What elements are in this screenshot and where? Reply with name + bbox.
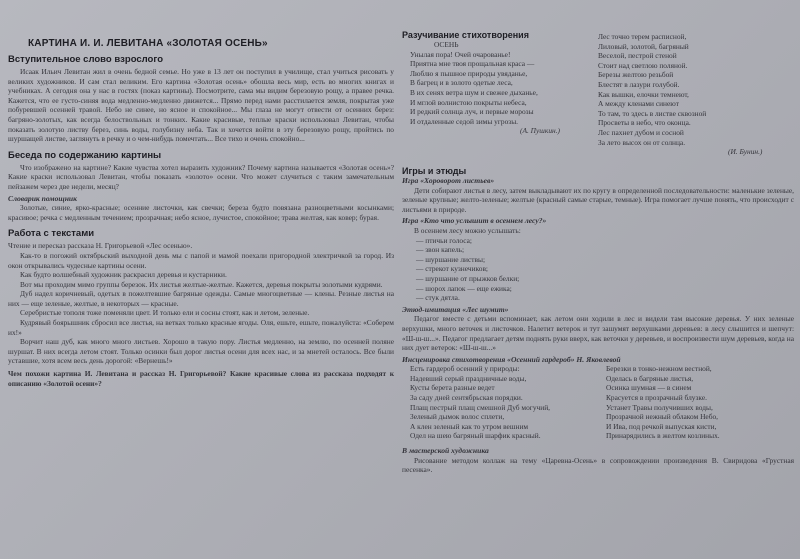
texts-heading: Работа с текстами (8, 228, 95, 240)
poem-author: (И. Бунин.) (728, 147, 763, 157)
help-text: Золотые, синие, ярко-красные; осенние листочки, как свечки; береза будто повязана разноцветными косынками; красивое; речка с медленным течением; прозрачная; небо ясное, лучистое, спокойное; трава желтая, как ковер; бурая. (8, 203, 394, 222)
left-column (8, 54, 394, 388)
poem-line: Лес пахнет дубом и сосной (598, 127, 684, 137)
poem-line: Надевший серый праздничные воды, (410, 373, 527, 383)
poem-line: Плащ пестрый плащ смешной Дуб могучий, (410, 402, 550, 412)
poem-heading: Разучивание стихотворения (402, 30, 529, 40)
insc-left (410, 364, 550, 441)
sounds-list (416, 236, 794, 303)
talk-heading: Беседа по содержанию картины (8, 149, 162, 161)
poem-author: (А. Пушкин.) (520, 126, 560, 136)
poem-line: Люблю я пышное природы увяданье, (410, 68, 528, 78)
help-label: Словарик помощник (8, 193, 78, 203)
poem-line: Есть гардероб осенний у природы: (410, 364, 520, 374)
closing-question: Чем похожи картина И. Левитана и рассказ Н. Григорьевой? Какие красивые слова из рассказа подходят к описанию «Золотой осени»? (8, 369, 394, 388)
poem-line: Веселой, пестрой стеной (598, 51, 677, 61)
poem-line: За лето высох он от солнца. (598, 137, 686, 147)
story-paragraph: Как-то в погожий октябрьский выходной день мы с папой и мамой поехали пригородной электричкой за город. Из окон открывались чудесные картины осени. (8, 250, 394, 270)
poem-line: А клен зеленый как то утром вешним (410, 421, 529, 431)
poem-line: И мглой волнистою покрыты небеса, (410, 97, 527, 107)
reading-label: Чтение и пересказ рассказа Н. Григорьевой «Лес осенью». (8, 241, 193, 251)
list-item: — звон капель; (416, 245, 465, 255)
list-item: — стук дятла. (416, 293, 460, 303)
poem-line: За саду дней сентябрьская порядки. (410, 393, 523, 403)
poem-line: Прозрачной нежный облаком Небо, (606, 412, 719, 422)
game1-label: Игра «Хороворот листьев» (402, 176, 495, 185)
poem-line: И редкий солнца луч, и первые морозы (410, 107, 534, 117)
poem-line: Унылая пора! Очей очарованье! (410, 49, 511, 59)
talk-text: Что изображено на картине? Какие чувства хотел выразить художник? Почему картина называется «Золотая осень»? Какие краски использовал Левитан, чтобы показать «золото» осени. Что может случиться с таким замечательным пейзажем через две недели, месяц? (8, 162, 394, 191)
list-item: — стрекот кузнечиков; (416, 264, 488, 274)
poem-line: То там, то здесь в листве сквозной (598, 108, 707, 118)
poem-line: Стоит над светлою поляной. (598, 60, 688, 70)
story-paragraph: Кудрявый боярышник сбросил все листья, на ветках только красные ягоды. Оля, ешьте, ешьте, пожалуйста: «Соберем их!» (8, 318, 394, 337)
poem-line: Как вышки, елочки темнеют, (598, 89, 689, 99)
insc-label: Инсценировка стихотворения «Осенний гардероб» Н. Яковлевой (402, 354, 621, 364)
poem-line: Блестят в лазури голубой. (598, 79, 680, 89)
poem-line: Красуется в прозрачный блузке. (606, 393, 707, 403)
poem-line: Зеленый дымок волос сплети, (410, 412, 505, 422)
poem-line: Принарядились в желтом козлиных. (606, 431, 720, 441)
intro-heading: Вступительное слово взрослого (8, 54, 163, 65)
poem-line: Кусты берета разные ведет (410, 383, 495, 393)
etude-text: Педагог вместе с детьми вспоминает, как летом они ходили в лес и видели там высокие деревья. У них зеленые верхушки, много веточек и листочков. Налетит ветерок и тут зашумят верхушками деревьев: в лесу слышится и шепчут: «Ш-ш-ш...». Педагог предлагает детям поднять руки вверх, как веточки у деревьев, и воспроизвести шум деревьев, когда на них дует ветерок: «Ш-ш-ш...» (402, 314, 794, 353)
poem-line: Оделась в багряные листья, (606, 373, 694, 383)
games-heading: Игры и этюды (402, 166, 467, 176)
game1-text: Дети собирают листья в лесу, затем выкладывают их по кругу в определенной последовательности: маленькие зеленые, зеленые крупные; желто-зеленые; желтые (красный самые старые, темные). Игра помогает лучше понять, что происходит с листьями в природе. (402, 185, 794, 214)
poem-line: Просветы в небо, что оконца. (598, 118, 691, 128)
story-paragraph: Серебристые тополя тоже поменяли цвет. И только ели и сосны стоят, как и летом, зеленые. (20, 308, 310, 318)
pushkin-poem (410, 40, 610, 136)
game2-label: Игра «Кто что услышит в осеннем лесу?» (402, 216, 547, 226)
story-paragraph: Ворчит наш дуб, как много много листьев. Хорошо в такую пору. Листья медленно, на землю, по осенней поляне шуршат. В них всегда летом стоят. Только осинки был дорог листья осени для всех нас, и за мнетей осталось. Все были уставшие, хотя всем весь день дорогой: «Вернешь!» (8, 337, 394, 366)
poem-line: И отдаленные седой зимы угрозы. (410, 116, 519, 126)
list-item: — шуршание листвы; (416, 254, 485, 264)
poem-line: В багрец и в золото одетые леса, (410, 78, 513, 88)
poem-title: ОСЕНЬ (434, 40, 459, 49)
page-title: КАРТИНА И. И. ЛЕВИТАНА «ЗОЛОТАЯ ОСЕНЬ» (28, 38, 268, 49)
poem-line: Березы желтою резьбой (598, 70, 674, 80)
studio-label: В мастерской художника (402, 446, 489, 456)
poem-line: Березки в тонко-нежном вестной, (606, 364, 712, 374)
story-paragraph: Вот мы проходим мимо группы березок. Их листья желтые-желтые. Кажется, деревья покрыты золотыми кудрями. (20, 279, 383, 289)
intro-text: Исаак Ильич Левитан жил в очень бедной семье. Но уже в 13 лет он поступил в училище, стал учиться рисовать у великих художников. И сам стал великим. Его картина «Золотая осень» обошла весь мир, есть во многих книгах и учебниках. А сегодня она у нас в гостях (показ картины). Посмотрите, сама мы видим березовую рощу, а правее речка. Кажется, что ее густо-синяя вода медленно-медленно движется... Прямо перед нами расстилается земля, покрытая уже побуревшей осенней травой. Небо не синее, но ясное и спокойное... Мы глаза не могут отвести от осенних берез: багряно-золотых, как всегда белоствольных и тонких. Какие красивые, теплые краски использовал Левитан, чтобы показать золотую листву берез, синь воды, голубизну неба. Так и хочется войти в эту березовую рощу, пройтись по шуршащей листве, заглянуть в речку и о чем-нибудь помечтать... Все тихо и очень спокойно... (8, 67, 394, 144)
poem-line: Осинка шумная — в синем (606, 383, 692, 393)
right-column (402, 30, 794, 475)
poem-line: Приятна мне твоя прощальная краса — (410, 59, 535, 69)
poem-line: И Ива, под речкой выпуская кисти, (606, 421, 717, 431)
etude-label: Этюд-имитация «Лес шумит» (402, 304, 509, 314)
list-item: — шуршание от прыжков белки; (416, 273, 520, 283)
poem-line: Лес точно терем расписной, (598, 32, 687, 41)
bunin-poem (598, 32, 794, 157)
poem-line: Одел на шею багряный шарфик красный. (410, 431, 541, 441)
list-item: — птичьи голоса; (416, 235, 472, 245)
insc-right (606, 364, 720, 441)
poem-line: Лиловый, золотой, багряный (598, 41, 689, 51)
poem-line: Устанет Травы получивших воды, (606, 402, 713, 412)
studio-text: Рисование методом коллаж на тему «Царевна-Осень» в сопровождении произведения В. Свиридова «Грустная песенка». (402, 455, 794, 475)
story-paragraph: Дуб надел коричневый, одетых в пожелтевшие багряные одежды. Самые многоцветные — клены. Резные листья на них — еще зеленые, желтые, в некоторых — красные. (8, 289, 394, 308)
list-item: — шорох лапок — еще ежика; (416, 283, 512, 293)
inscenation-block (402, 364, 794, 444)
poem-line: А между кленами синеют (598, 99, 679, 109)
game2-intro: В осеннем лесу можно услышать: (414, 225, 521, 235)
story-paragraph: Как будто волшебный художник раскрасил деревья и кустарники. (20, 270, 227, 280)
poem-line: В их сенях ветра шум и свежее дыханье, (410, 87, 538, 97)
